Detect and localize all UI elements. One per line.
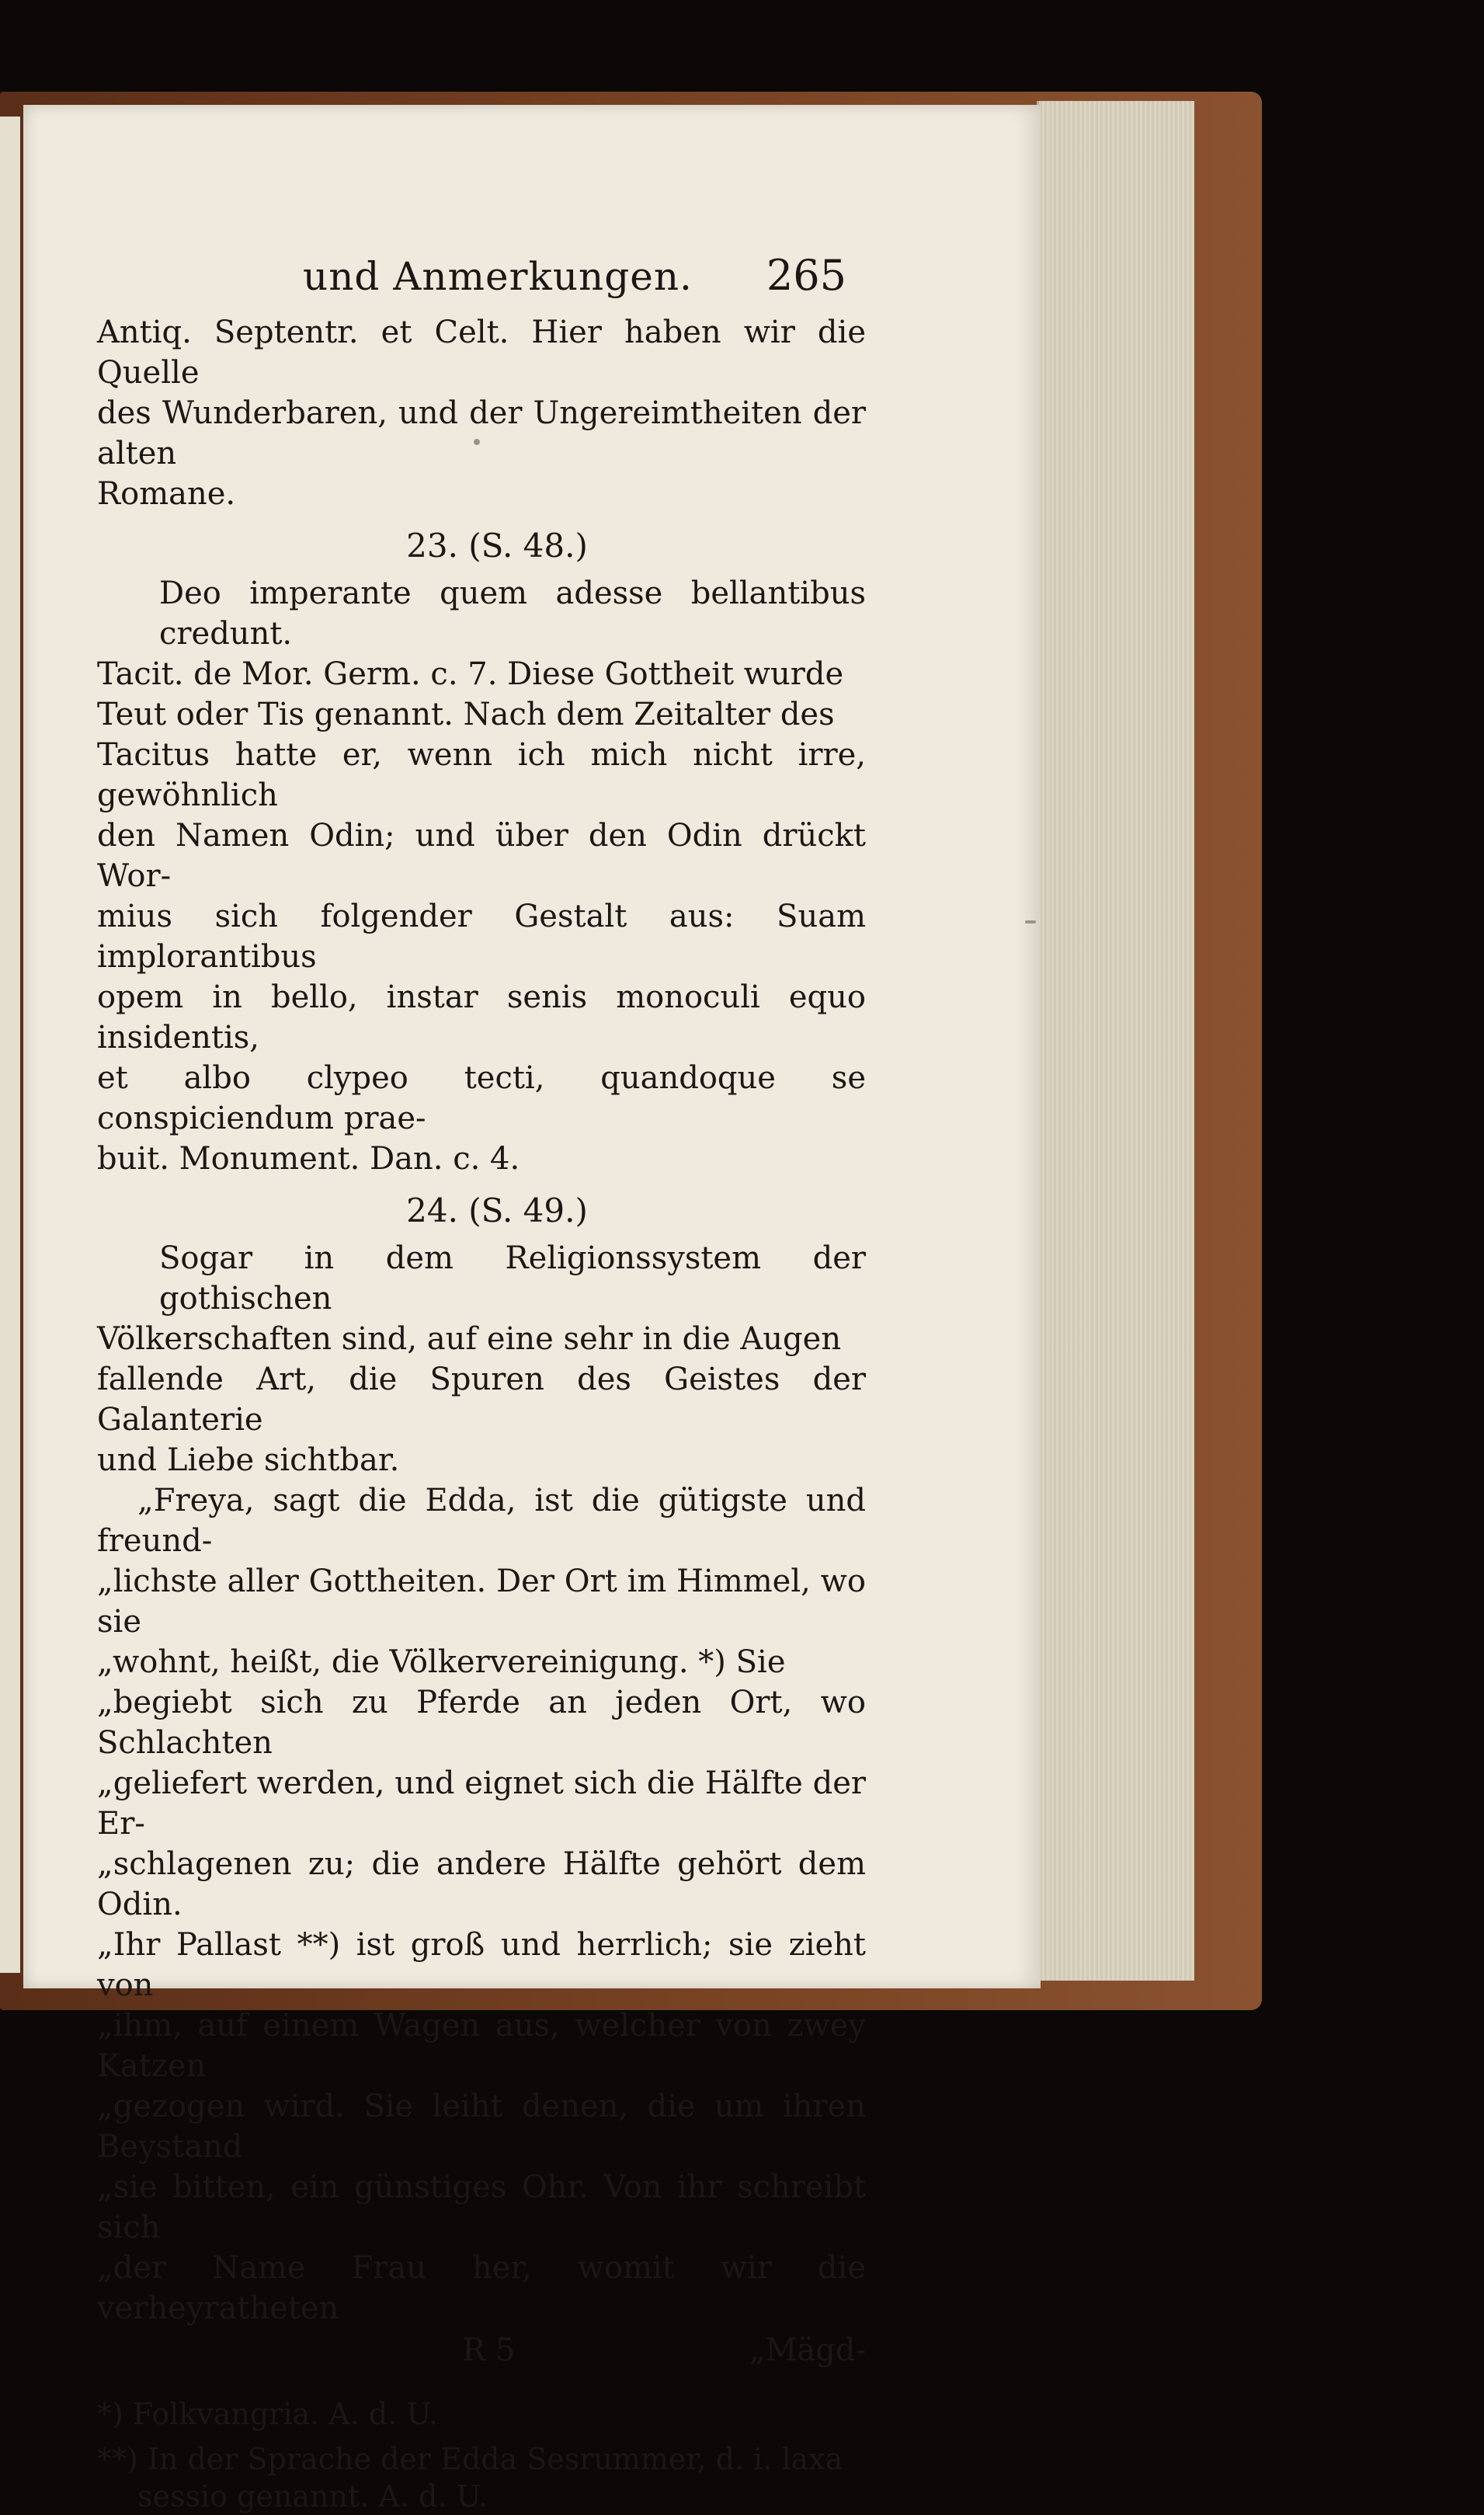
quote-line: „lichste aller Gottheiten. Der Ort im Himmel, wo sie [97,1564,866,1640]
text-line: Völkerschaften sind, auf eine sehr in die Augen [97,1321,842,1357]
running-title: und Anmerkungen. [303,254,693,299]
paper-speck [1025,920,1036,924]
page-text [97,245,866,2515]
quote-line: „geliefert werden, und eignet sich die Hälfte der Er- [97,1765,866,1842]
book-page [23,105,1041,2513]
quote-line: „begiebt sich zu Pferde an jeden Ort, wo Schlachten [97,1685,866,1761]
text-line: des Wunderbaren, und der Ungereimtheiten der alten [97,395,866,471]
text-line: Teut oder Tis genannt. Nach dem Zeitalter des [97,697,835,732]
section-24-paragraph [97,1238,866,1480]
intro-paragraph [97,312,866,514]
quote-line: „der Name Frau her, womit wir die verheyratheten [97,2250,866,2326]
section-heading-24: 24. (S. 49.) [406,1191,588,1230]
text-line: Tacit. de Mor. Germ. c. 7. Diese Gottheit wurde [97,656,844,692]
quote-line: „sie bitten, ein günstiges Ohr. Von ihr schreibt sich [97,2169,866,2245]
footnote-2: **) In der Sprache der Edda Sesrummer, d. i. laxa [97,2442,843,2476]
page-block-edge [1037,101,1194,1981]
catchword: „Mägd- [749,2332,866,2368]
text-line: Tacitus hatte er, wenn ich mich nicht irre, gewöhnlich [97,737,866,813]
signature-mark: R 5 [462,2332,516,2368]
text-line: und Liebe sichtbar. [97,1442,400,1478]
footnote-1: *) Folkvangria. A. d. U. [97,2397,439,2431]
text-line: et albo clypeo tecti, quandoque se conspiciendum prae- [97,1060,866,1136]
catchline [97,2330,866,2371]
text-line: mius sich folgender Gestalt aus: Suam implorantibus [97,899,866,975]
quote-line: „schlagenen zu; die andere Hälfte gehört dem Odin. [97,1846,866,1922]
quote-line: „Freya, sagt die Edda, ist die gütigste und freund- [97,1483,866,1559]
text-line: buit. Monument. Dan. c. 4. [97,1141,520,1177]
text-line: Antiq. Septentr. et Celt. Hier haben wir die Quelle [97,315,866,391]
text-line: Sogar in dem Religionssystem der gothischen [159,1240,866,1317]
text-line: Deo imperante quem adesse bellantibus credunt. [159,576,866,652]
text-line: fallende Art, die Spuren des Geistes der Galanterie [97,1362,866,1438]
footnotes [97,2395,866,2515]
quote-line: „gezogen wird. Sie leiht denen, die um ihren Beystand [97,2089,866,2165]
section-heading-23: 23. (S. 48.) [406,527,588,565]
footnote-2-continuation: sessio genannt. A. d. U. [137,2479,488,2513]
quote-line: „wohnt, heißt, die Völkervereinigung. *) Sie [97,1644,786,1680]
quote-line: „ihm, auf einem Wagen aus, welcher von zwey Katzen [97,2008,866,2084]
edda-quote [97,1480,866,2329]
section-23-paragraph [97,573,866,1179]
text-line: Romane. [97,476,236,512]
previous-page-edge [0,117,20,1973]
quote-line: „Ihr Pallast **) ist groß und herrlich; sie zieht von [97,1927,866,2003]
text-line: opem in bello, instar senis monoculi equo insidentis, [97,979,866,1056]
page-number: 265 [766,251,846,300]
text-line: den Namen Odin; und über den Odin drückt Wor- [97,818,866,894]
running-header [97,245,866,308]
